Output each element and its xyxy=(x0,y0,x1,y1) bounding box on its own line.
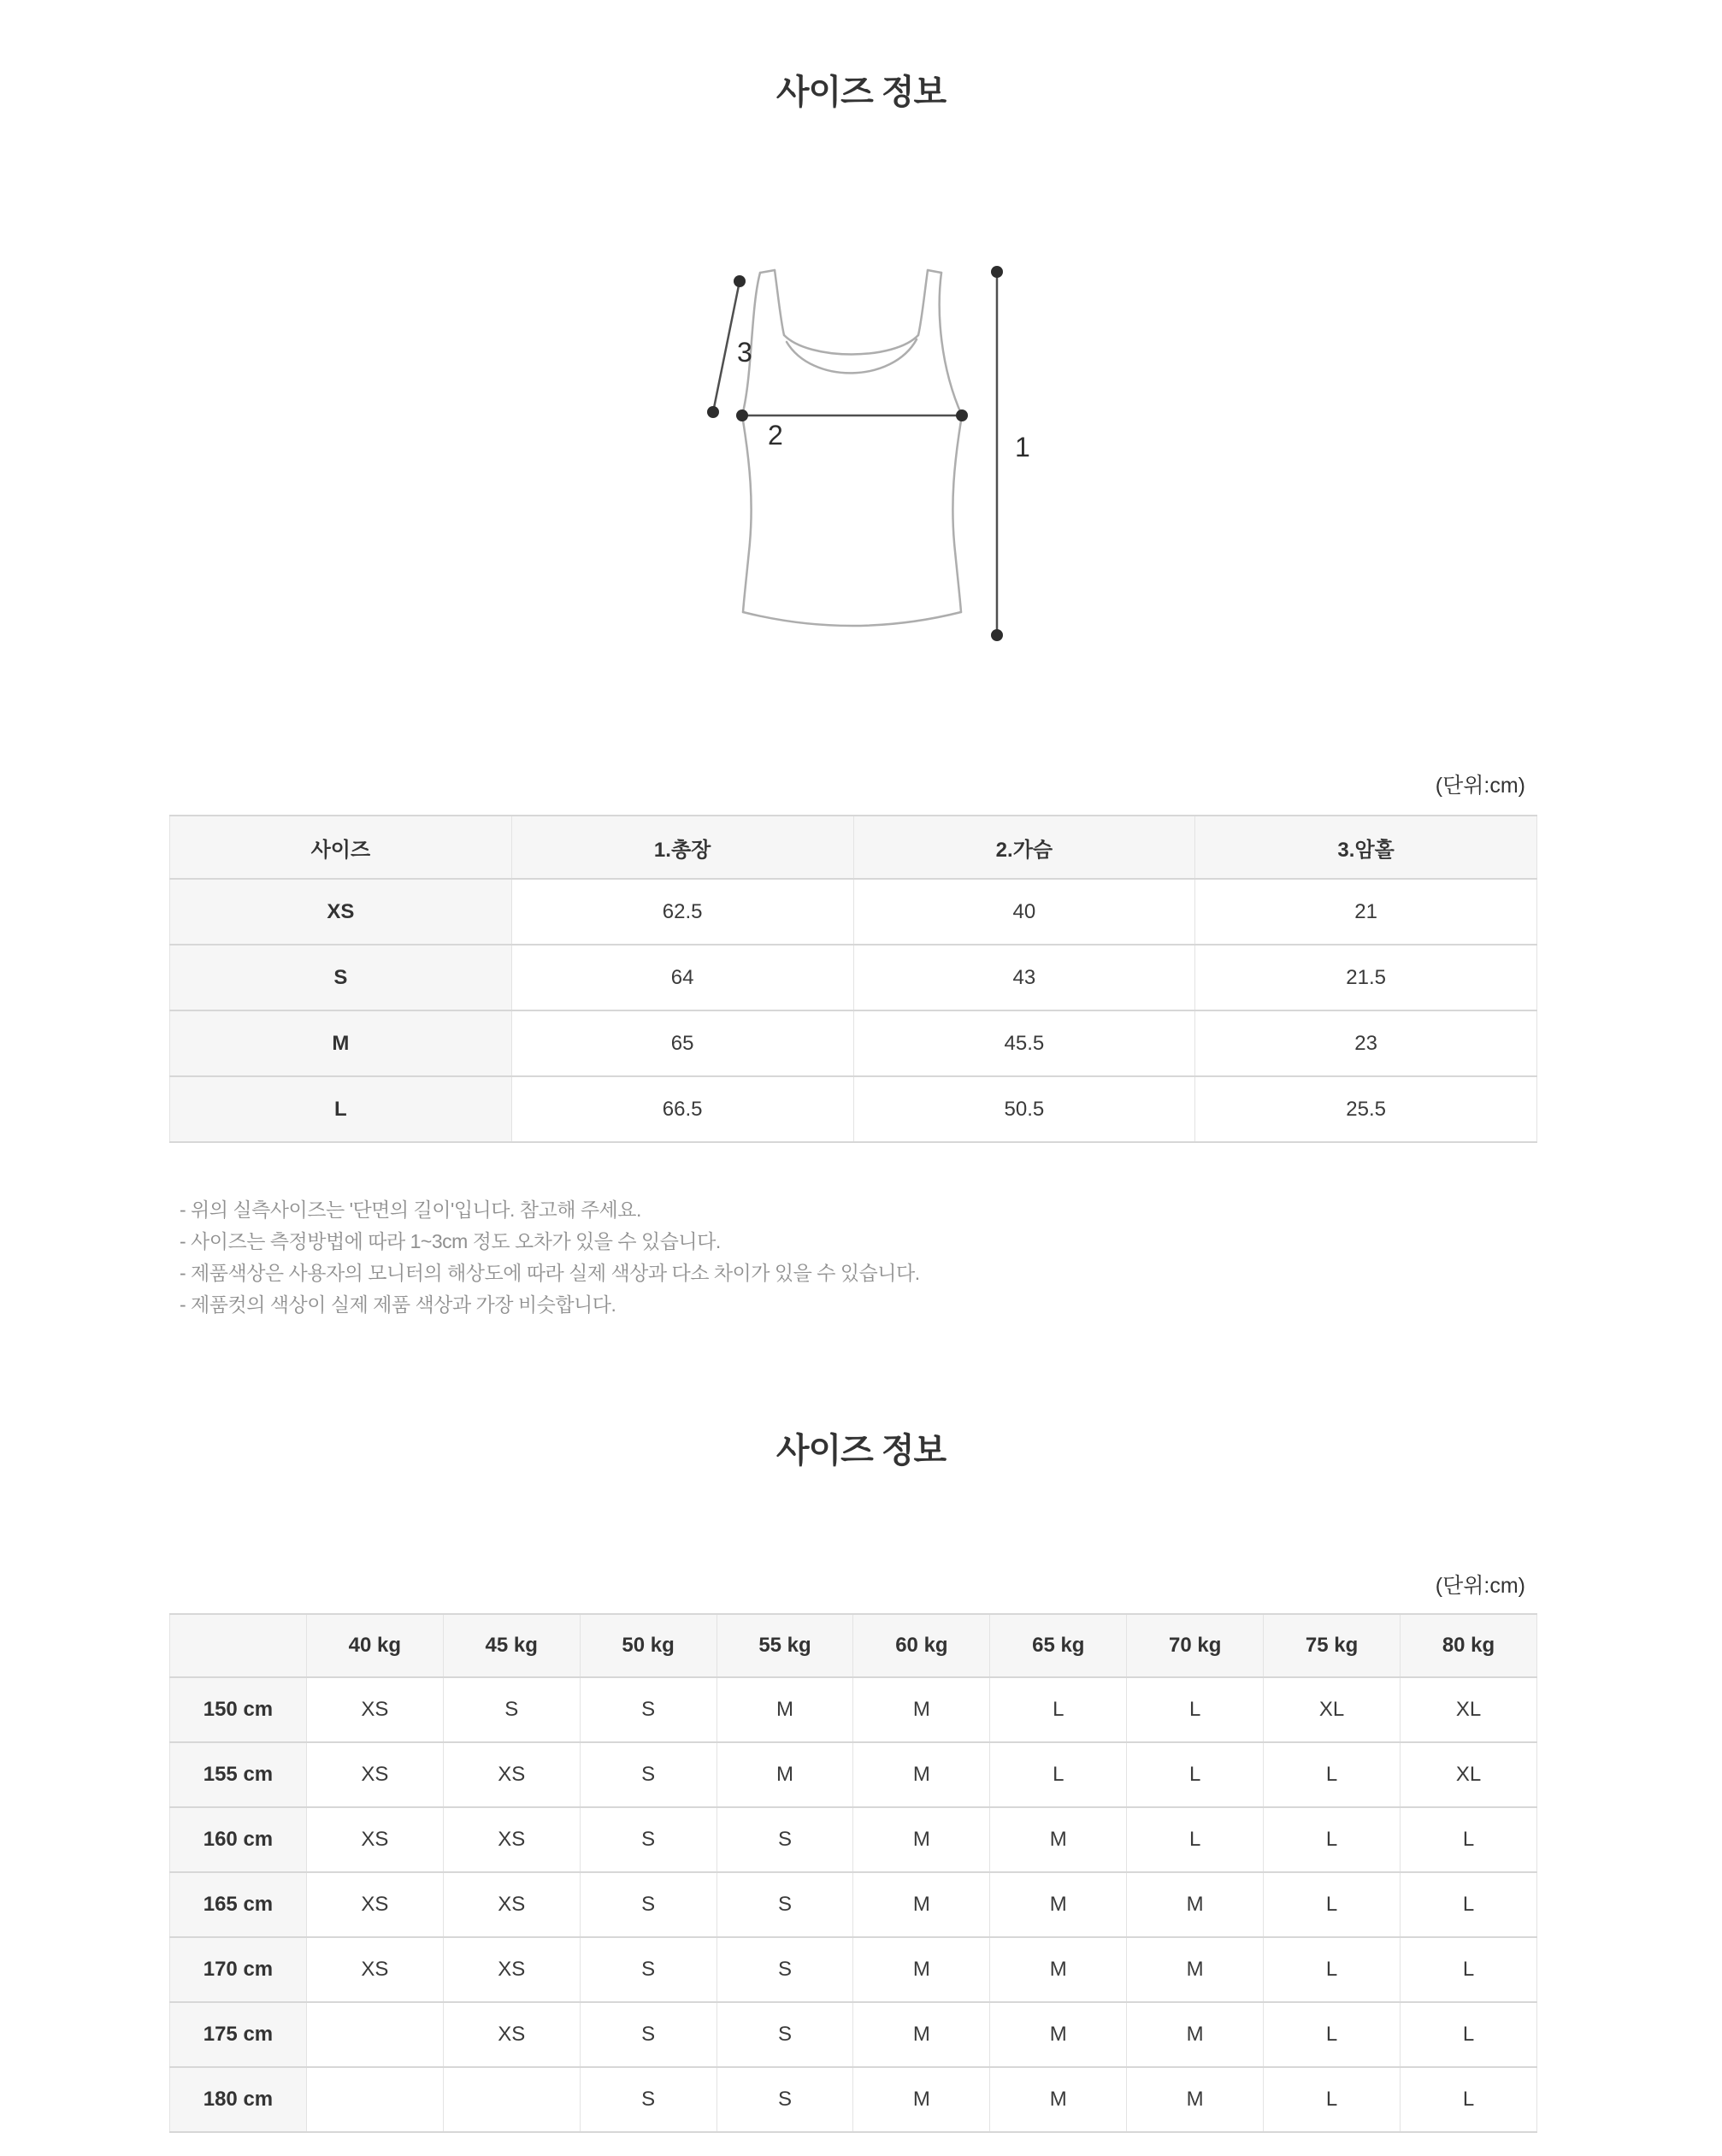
fit-size-cell: XL xyxy=(1401,1742,1537,1807)
fit-size-cell: L xyxy=(1127,1742,1264,1807)
fit-size-cell: L xyxy=(990,1677,1127,1742)
tank-top-measurement-diagram xyxy=(665,239,1093,710)
measurement-value-cell: 65 xyxy=(511,1010,853,1076)
note-line: - 제품색상은 사용자의 모니터의 해상도에 따라 실제 색상과 다소 차이가 있을 수 있습니다. xyxy=(180,1262,920,1284)
fit-size-cell: S xyxy=(580,1677,717,1742)
measurement-label-3: 3 xyxy=(737,337,752,368)
fit-size-cell: L xyxy=(990,1742,1127,1807)
fit-table-row xyxy=(170,2002,1537,2067)
note-line: - 위의 실측사이즈는 '단면의 길이'입니다. 참고해 주세요. xyxy=(180,1199,641,1221)
fit-size-cell xyxy=(443,2067,580,2132)
fit-size-cell: L xyxy=(1401,2067,1537,2132)
section1-title: 사이즈 정보 xyxy=(775,74,947,111)
armhole-measure-line xyxy=(713,281,740,412)
fit-size-cell: M xyxy=(717,1677,853,1742)
measurement-value-cell: 21.5 xyxy=(1195,945,1537,1010)
fit-size-cell: M xyxy=(990,1937,1127,2002)
fit-size-cell xyxy=(306,2067,443,2132)
fit-table-row xyxy=(170,1872,1537,1937)
fit-size-cell: S xyxy=(717,1807,853,1872)
fit-table-body xyxy=(170,1677,1537,2132)
fit-table-corner-cell xyxy=(170,1614,307,1677)
measurement-value-cell: 64 xyxy=(511,945,853,1010)
fit-size-cell: L xyxy=(1127,1677,1264,1742)
fit-size-cell: L xyxy=(1401,2002,1537,2067)
fit-size-cell: S xyxy=(717,1872,853,1937)
measurement-endpoint-dot xyxy=(956,409,968,421)
measurement-value-cell: 40 xyxy=(853,879,1195,945)
fit-table-header-row xyxy=(170,1614,1537,1677)
size-notes xyxy=(180,1194,1722,1321)
weight-col-header: 60 kg xyxy=(853,1614,990,1677)
height-row-label: 180 cm xyxy=(170,2067,307,2132)
height-row-label: 155 cm xyxy=(170,1742,307,1807)
fit-size-cell: M xyxy=(853,1872,990,1937)
fit-table-row xyxy=(170,2067,1537,2132)
fit-size-cell: M xyxy=(717,1742,853,1807)
measurement-value-cell: 50.5 xyxy=(853,1076,1195,1142)
right-strap-inner-edge xyxy=(918,270,928,335)
size-table-row xyxy=(170,879,1537,945)
left-strap-inner-edge xyxy=(775,270,784,335)
fit-size-cell: S xyxy=(717,2067,853,2132)
measurement-endpoint-dot xyxy=(736,409,748,421)
fit-size-cell: L xyxy=(1401,1937,1537,2002)
size-table-col-header: 사이즈 xyxy=(170,816,512,879)
size-row-label: M xyxy=(170,1010,512,1076)
fit-size-cell: L xyxy=(1401,1872,1537,1937)
fit-size-cell: XS xyxy=(443,1937,580,2002)
measurement-label-2: 2 xyxy=(768,420,783,451)
measurement-value-cell: 66.5 xyxy=(511,1076,853,1142)
measurement-value-cell: 45.5 xyxy=(853,1010,1195,1076)
size-table-header-row xyxy=(170,816,1537,879)
fit-size-cell: XS xyxy=(443,1807,580,1872)
measurement-size-table-body xyxy=(170,879,1537,1142)
fit-size-cell: M xyxy=(990,1807,1127,1872)
fit-size-cell: XL xyxy=(1401,1677,1537,1742)
fit-size-cell xyxy=(306,2002,443,2067)
right-armhole-edge xyxy=(940,273,962,415)
fit-table-head xyxy=(170,1614,1537,1677)
fit-size-cell: XS xyxy=(306,1677,443,1742)
weight-col-header: 40 kg xyxy=(306,1614,443,1677)
height-row-label: 170 cm xyxy=(170,1937,307,2002)
fit-size-cell: L xyxy=(1401,1807,1537,1872)
weight-col-header: 50 kg xyxy=(580,1614,717,1677)
fit-size-cell: L xyxy=(1127,1807,1264,1872)
weight-col-header: 65 kg xyxy=(990,1614,1127,1677)
measurement-endpoint-dot xyxy=(991,266,1003,278)
size-row-label: S xyxy=(170,945,512,1010)
weight-col-header: 45 kg xyxy=(443,1614,580,1677)
fit-table-row xyxy=(170,1807,1537,1872)
fit-size-cell: S xyxy=(717,1937,853,2002)
weight-col-header: 80 kg xyxy=(1401,1614,1537,1677)
measurement-endpoint-dot xyxy=(991,629,1003,641)
fit-table-row xyxy=(170,1677,1537,1742)
measurement-value-cell: 43 xyxy=(853,945,1195,1010)
unit-label-section1: (단위:cm) xyxy=(1435,774,1525,798)
fit-size-cell: M xyxy=(1127,2002,1264,2067)
measurement-chest xyxy=(736,409,968,451)
fit-size-cell: XS xyxy=(306,1807,443,1872)
fit-size-cell: M xyxy=(853,2067,990,2132)
height-row-label: 150 cm xyxy=(170,1677,307,1742)
size-row-label: XS xyxy=(170,879,512,945)
fit-size-cell: M xyxy=(853,1742,990,1807)
fit-size-cell: XS xyxy=(306,1742,443,1807)
measurement-endpoint-dot xyxy=(734,275,746,287)
height-weight-fit-table xyxy=(169,1613,1537,2133)
section2-title: 사이즈 정보 xyxy=(775,1432,947,1470)
size-table-row xyxy=(170,1076,1537,1142)
size-row-label: L xyxy=(170,1076,512,1142)
fit-size-cell: S xyxy=(580,1872,717,1937)
size-table-row xyxy=(170,945,1537,1010)
measurement-value-cell: 23 xyxy=(1195,1010,1537,1076)
fit-size-cell: M xyxy=(990,2002,1127,2067)
measurement-endpoint-dot xyxy=(707,406,719,418)
fit-size-cell: S xyxy=(443,1677,580,1742)
right-strap-top-edge xyxy=(928,270,941,273)
fit-size-cell: M xyxy=(990,1872,1127,1937)
fit-size-cell: M xyxy=(853,1937,990,2002)
fit-size-cell: XS xyxy=(443,1872,580,1937)
measurement-value-cell: 25.5 xyxy=(1195,1076,1537,1142)
fit-size-cell: M xyxy=(853,2002,990,2067)
fit-size-cell: S xyxy=(717,2002,853,2067)
fit-size-cell: M xyxy=(853,1807,990,1872)
fit-size-cell: S xyxy=(580,1937,717,2002)
weight-col-header: 55 kg xyxy=(717,1614,853,1677)
bottom-hem xyxy=(743,612,961,626)
fit-size-cell: S xyxy=(580,1742,717,1807)
front-neckline xyxy=(787,339,917,373)
fit-size-cell: S xyxy=(580,2002,717,2067)
height-row-label: 175 cm xyxy=(170,2002,307,2067)
measurement-size-table xyxy=(169,815,1537,1143)
note-line: - 제품컷의 색상이 실제 제품 색상과 가장 비슷합니다. xyxy=(180,1293,616,1316)
unit-label-section2: (단위:cm) xyxy=(1435,1574,1525,1598)
left-strap-top-edge xyxy=(760,270,775,273)
fit-table-row xyxy=(170,1742,1537,1807)
fit-size-cell: XS xyxy=(443,1742,580,1807)
fit-size-cell: M xyxy=(990,2067,1127,2132)
fit-size-cell: L xyxy=(1264,2002,1401,2067)
measurement-label-1: 1 xyxy=(1015,432,1030,462)
note-line: - 사이즈는 측정방법에 따라 1~3cm 정도 오차가 있을 수 있습니다. xyxy=(180,1230,721,1252)
back-neckline xyxy=(784,335,918,355)
fit-size-cell: L xyxy=(1264,1937,1401,2002)
fit-size-cell: L xyxy=(1264,1742,1401,1807)
fit-size-cell: L xyxy=(1264,1872,1401,1937)
height-row-label: 165 cm xyxy=(170,1872,307,1937)
fit-size-cell: XS xyxy=(306,1937,443,2002)
size-table-row xyxy=(170,1010,1537,1076)
measurement-value-cell: 62.5 xyxy=(511,879,853,945)
size-table-col-header: 3.암홀 xyxy=(1195,816,1537,879)
fit-size-cell: M xyxy=(1127,1872,1264,1937)
fit-size-cell: S xyxy=(580,1807,717,1872)
fit-size-cell: XL xyxy=(1264,1677,1401,1742)
fit-size-cell: M xyxy=(1127,1937,1264,2002)
fit-size-cell: L xyxy=(1264,1807,1401,1872)
measurement-total-length xyxy=(991,266,1030,641)
fit-size-cell: M xyxy=(1127,2067,1264,2132)
fit-size-cell: L xyxy=(1264,2067,1401,2132)
fit-size-cell: XS xyxy=(306,1872,443,1937)
height-row-label: 160 cm xyxy=(170,1807,307,1872)
left-side-seam xyxy=(742,415,752,612)
fit-size-cell: XS xyxy=(443,2002,580,2067)
weight-col-header: 70 kg xyxy=(1127,1614,1264,1677)
measurement-value-cell: 21 xyxy=(1195,879,1537,945)
right-side-seam xyxy=(952,415,962,612)
measurement-size-table-head xyxy=(170,816,1537,879)
weight-col-header: 75 kg xyxy=(1264,1614,1401,1677)
fit-size-cell: S xyxy=(580,2067,717,2132)
fit-table-row xyxy=(170,1937,1537,2002)
size-table-col-header: 2.가슴 xyxy=(853,816,1195,879)
fit-size-cell: M xyxy=(853,1677,990,1742)
size-table-col-header: 1.총장 xyxy=(511,816,853,879)
